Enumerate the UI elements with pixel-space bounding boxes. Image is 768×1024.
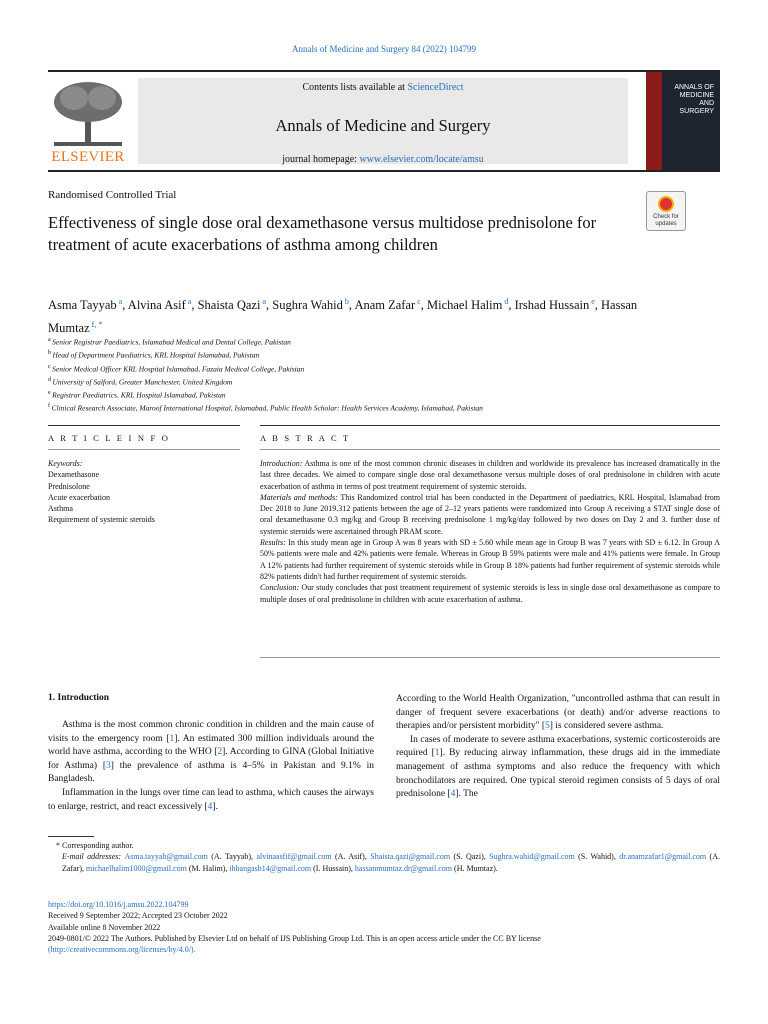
author-affiliation-marker[interactable]: a [185, 297, 192, 306]
author-affiliation-marker[interactable]: e [589, 297, 595, 306]
author-name[interactable]: Alvina Asif [127, 298, 186, 313]
abstract-label: Introduction: [260, 459, 303, 468]
doi-link[interactable]: https://doi.org/10.1016/j.amsu.2022.104799 [48, 900, 189, 909]
online-date: Available online 8 November 2022 [48, 922, 161, 932]
email-link[interactable]: Shaista.qazi@gmail.com [370, 852, 451, 862]
sciencedirect-link[interactable]: ScienceDirect [407, 82, 464, 93]
author-affiliation-marker[interactable]: a [260, 297, 266, 306]
homepage-line: journal homepage: www.elsevier.com/locate/amsu [282, 154, 484, 165]
affiliation-marker: f [48, 403, 52, 410]
keyword-item[interactable]: Acute exacerbation [48, 492, 110, 502]
email-owner: (A. Tayyab), [207, 852, 257, 862]
abstract-heading: A B S T R A C T [260, 433, 351, 443]
email-owner: (A. Asif), [331, 852, 371, 862]
email-owner: (M. Halim), [186, 863, 230, 873]
email-link[interactable]: dr.anamzafar1@gmail.com [619, 852, 707, 862]
email-owner: (A. Zafar), [62, 852, 720, 873]
affiliation-text: Senior Registrar Paediatrics, Islamabad Medical and Dental College, Pakistan [52, 337, 291, 347]
keywords-block [48, 458, 155, 526]
email-owner: (S. Qazi), [450, 852, 490, 862]
received-date: Received 9 September 2022; Accepted 23 October 2022 [48, 911, 228, 921]
footnote-corresponding [48, 840, 720, 874]
divider [48, 425, 240, 426]
contents-line: Contents lists available at ScienceDirect [302, 82, 464, 93]
author-name[interactable]: Irshad Hussain [514, 298, 590, 313]
divider [260, 425, 720, 426]
article-history [48, 899, 720, 955]
journal-cover-image[interactable] [646, 72, 720, 170]
abstract-text: This Randomized control trial has been conducted in the Department of paediatrics, KRL Hospital, Islamabad from Dec 2018 to June 2019.312 patients between the age of 2–12 years patients were randomized into Group A receiving a STAT single dose of oral dexamethasone 0.3 mg/kg and Group B receiving prednisolone 1 mg/kg/day followed by two doses on Day 2 and 3. further dose of systemic steroids were ascertained through PRAM score. [260, 492, 721, 536]
email-link[interactable]: alvinaasfif@gmail.com [256, 852, 332, 862]
affiliation-text: Registrar Paediatrics, KRL Hospital Islamabad, Pakistan [52, 390, 226, 400]
email-link[interactable]: Sughra.wahid@gmail.com [489, 852, 575, 862]
affiliation-text: Senior Medical Officer KRL Hospital Islamabad, Fazaia Medical College, Pakistan [52, 364, 305, 374]
email-label: E-mail addresses: [62, 852, 125, 862]
affiliation-text: University of Salford, Greater Manchester, United Kingdom [52, 377, 233, 387]
affiliation-item [48, 401, 483, 414]
email-owner: (H. Mumtaz). [452, 863, 498, 873]
affiliation-item [48, 348, 483, 361]
copyright-line: 2049-0801/© 2022 The Authors. Published by Elsevier Ltd on behalf of IJS Publishing Group Ltd. This is an open access article under the CC BY license [48, 933, 541, 943]
email-link[interactable]: hassanmumtaz.dr@gmail.com [354, 863, 453, 873]
author-name[interactable]: Anam Zafar [354, 298, 416, 313]
author-list: Asma Tayyab $^a$, Alvina Asif $^a$, Shaista Qazi $^a$, Sughra Wahid $^b$, Anam Zafar $^c$, Michael Halim $^d$, Irshad Hussain $^e$, Hassan Mumtaz $^{f, *}$ [48, 297, 638, 336]
keywords-label: Keywords: [48, 459, 83, 468]
cover-title: ANNALS OF MEDICINE AND SURGERY [674, 84, 714, 115]
citation-link[interactable]: 2 [217, 747, 223, 758]
article-title: Effectiveness of single dose oral dexamethasone versus multidose prednisolone for treatment of acute exacerbations of asthma among children [48, 213, 597, 254]
affiliation-item [48, 335, 483, 348]
affiliation-item [48, 375, 483, 388]
affiliation-marker: e [48, 390, 53, 397]
affiliation-item [48, 362, 483, 375]
bookmark-icon [658, 196, 674, 212]
keyword-item[interactable]: Requirement of systemic steroids [48, 515, 155, 525]
author-name[interactable]: Sughra Wahid [272, 298, 343, 313]
article-info-heading: A R T I C L E I N F O [48, 433, 171, 443]
affiliation-text: Head of Department Paediatrics, KRL Hospital Islamabad, Pakistan [52, 350, 260, 360]
abstract-label: Results: [260, 538, 286, 548]
citation-link[interactable]: 1 [169, 733, 175, 744]
abstract-text: Asthma is one of the most common chronic diseases in children and worldwide its prevalence has increased dramatically in the last three decades. We aimed to compare single dose oral dexamethasone versus multiple doses of oral prednisolone in children with acute exacerbation of asthma in terms of post treatment requirement of systemic steroids. [260, 459, 720, 491]
affiliation-marker: b [48, 350, 53, 357]
affiliation-marker: a [48, 337, 53, 343]
affiliations [48, 335, 483, 415]
check-updates-label: Check for updates [653, 214, 679, 227]
abstract-label: Materials and methods: [260, 492, 338, 502]
check-for-updates-button[interactable] [646, 191, 686, 231]
citation-link[interactable]: 3 [106, 760, 111, 771]
divider [260, 657, 720, 658]
abstract-text: In this study mean age in Group A was 8 years with SD ± 5.60 while mean age in Group B was 7 years with SD ± 6.12. In Group A 50% patients were male and 42% patients were female. Whereas in Group B 59% patients were male and 41% patients were female. In Group A 12% patients had further requirement of systemic steroids while in Group B 18% patients had further requirement of systemic steroids while 82% patients didn't had further requirement of systemic steroids. [260, 538, 720, 581]
author-name[interactable]: Michael Halim [427, 298, 503, 313]
keyword-item[interactable]: Asthma [48, 504, 73, 514]
author-affiliation-marker[interactable]: c [415, 297, 421, 306]
homepage-link[interactable]: www.elsevier.com/locate/amsu [359, 154, 484, 165]
email-owner: (I. Hussain), [311, 863, 355, 873]
abstract-paragraph [260, 582, 720, 605]
affiliation-marker: d [48, 376, 53, 383]
author-affiliation-marker[interactable]: a [116, 297, 123, 306]
journal-banner [48, 70, 720, 172]
abstract-paragraph [260, 458, 720, 492]
elsevier-wordmark: ELSEVIER [51, 149, 125, 165]
author-name[interactable]: Hassan Mumtaz [48, 298, 638, 336]
abstract-body [260, 458, 720, 605]
journal-citation[interactable]: Annals of Medicine and Surgery 84 (2022) 104799 [291, 44, 477, 54]
elsevier-tree-logo [48, 78, 128, 168]
body-right-column [396, 693, 720, 802]
section-heading-introduction: 1. Introduction [48, 693, 110, 703]
banner-center [138, 78, 628, 164]
email-owner: (S. Wahid), [574, 852, 620, 862]
email-link[interactable]: Asma.tayyab@gmail.com [124, 852, 208, 862]
email-addresses [48, 851, 720, 874]
corresponding-author-note: * Corresponding author. [56, 841, 134, 850]
author-name[interactable]: Shaista Qazi [197, 298, 261, 313]
body-left-column [48, 719, 374, 814]
affiliation-marker: c [48, 363, 53, 370]
author-affiliation-marker[interactable]: d [502, 297, 509, 306]
abstract-paragraph [260, 537, 720, 582]
abstract-text: Our study concludes that post treatment requirement of systemic steroids is less in single dose oral dexamethasone as compare to multiple doses of oral prednisolone in children with acute exacerbation of asthma. [260, 583, 720, 604]
email-link[interactable]: ihbangash14@gmail.com [229, 863, 312, 873]
divider [260, 449, 720, 450]
license-link[interactable]: (http://creativecommons.org/licenses/by/4.0/). [48, 945, 196, 955]
affiliation-item [48, 388, 483, 401]
citation-link[interactable]: 4 [450, 789, 456, 800]
body-paragraph: According to the World Health Organization, "uncontrolled asthma that can result in danger of frequent severe exacerbations (or death) and/or adverse reactions to therapies and/or persistent morbidity" [5] is considered severe asthma. [396, 694, 720, 732]
abstract-label: Conclusion: [260, 583, 300, 593]
author-affiliation-marker[interactable]: b [342, 297, 349, 306]
body-paragraph: In cases of moderate to severe asthma exacerbations, systemic corticosteroids are required [1]. By reducing airway inflammation, these drugs aid in the immediate management of asthma symptoms and also reduce the frequency with which bronchodilators are required. One typical steroid regimen consists of 5 days of oral prednisolone [4]. The [396, 734, 720, 800]
citation-link[interactable]: 5 [544, 721, 550, 732]
affiliation-text: Clinical Research Associate, Maroof International Hospital, Islamabad, Public Health Scholar: Health Services Academy, Islamabad, Pakistan [51, 403, 483, 413]
body-paragraph: Inflammation in the lungs over time can lead to asthma, which causes the airways to enlarge, restrict, and react excessively [4]. [48, 787, 374, 812]
keyword-item[interactable]: Dexamethasone [48, 470, 100, 480]
citation-link[interactable]: 4 [207, 801, 213, 812]
email-link[interactable]: michaelhalim1000@gmail.com [85, 863, 187, 873]
article-type: Randomised Controlled Trial [48, 189, 177, 201]
keyword-item[interactable]: Prednisolone [48, 481, 90, 491]
author-name[interactable]: Asma Tayyab [48, 298, 117, 313]
author-affiliation-marker[interactable]: f, * [89, 320, 103, 330]
footnote-divider [48, 836, 94, 837]
body-paragraph: Asthma is the most common chronic condition in children and the main cause of visits to the emergency room [1]. An estimated 300 million individuals around the world have asthma, according to the WHO [2]. According to GINA (Global Initiative for Asthma) [3] the prevalence of asthma is 4–5% in Pakistan and 9.1% in Bangladesh. [48, 720, 374, 785]
citation-link[interactable]: 1 [434, 748, 440, 759]
divider [48, 449, 240, 450]
abstract-paragraph [260, 492, 720, 537]
journal-title: Annals of Medicine and Surgery [275, 116, 491, 135]
